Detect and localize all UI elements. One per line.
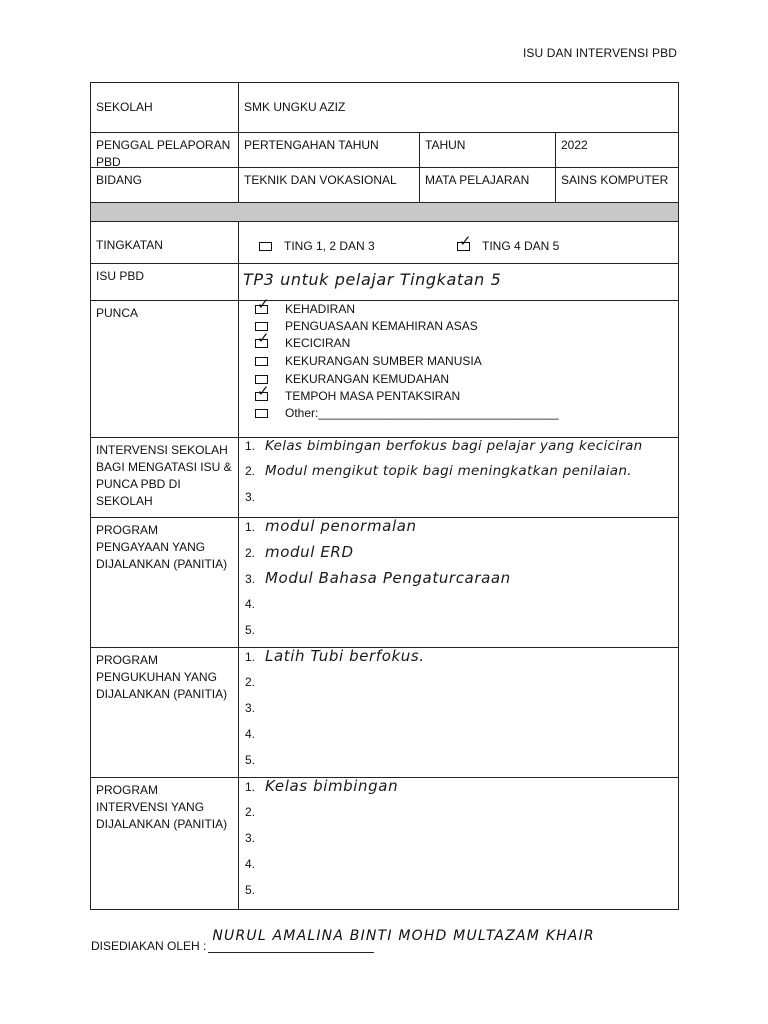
pbd-form-table [90,82,679,910]
list-item-number: 4. [245,857,256,871]
signature-field[interactable] [208,928,595,953]
punca-item-sumber-manusia[interactable] [255,353,482,370]
checkmark-icon: ✓ [459,232,472,250]
list-item-text: Modul mengikut topik bagi meningkatkan penilaian. [265,463,632,479]
list-item[interactable] [245,489,265,515]
mata-pelajaran-value[interactable]: SAINS KOMPUTER [555,168,678,202]
checkbox-checked-icon[interactable] [255,329,270,348]
list-item-number: 3. [245,701,256,715]
penggal-label: PENGGAL PELAPORAN PBD [96,138,231,169]
footer-prepared-by [91,928,595,953]
list-item-number: 1. [245,520,256,534]
pengayaan-entries [238,518,678,647]
list-item[interactable] [245,804,265,830]
list-item-number: 1. [245,439,256,453]
list-item-number: 2. [245,464,256,478]
punca-item-penguasaan[interactable] [255,318,478,335]
punca-item-tempoh-masa[interactable] [255,382,461,405]
tingkatan-label: TINGKATAN [96,238,163,252]
row-isu-pbd [91,264,678,301]
list-item-text: Kelas bimbingan berfokus bagi pelajar yang keciciran [265,438,643,454]
checkbox-icon[interactable] [259,242,272,251]
list-item[interactable] [245,570,511,596]
checkbox-checked-icon[interactable] [255,295,270,314]
list-item[interactable] [245,648,425,674]
list-item-number: 4. [245,597,256,611]
row-sekolah [91,83,678,133]
prepared-by-label: DISEDIAKAN OLEH : [91,939,207,953]
checkbox-checked-icon[interactable] [457,232,472,251]
list-item-number: 5. [245,753,256,767]
list-item-number: 3. [245,831,256,845]
list-item[interactable] [245,726,265,752]
checkmark-icon: ✓ [257,382,270,400]
list-item-text: modul penormalan [265,517,417,535]
list-item-number: 2. [245,546,256,560]
punca-item-label: TEMPOH MASA PENTAKSIRAN [285,389,461,403]
intervensi-sekolah-label: INTERVENSI SEKOLAH BAGI MENGATASI ISU & PUNCA PBD DI SEKOLAH [96,443,232,508]
list-item-number: 5. [245,883,256,897]
checkmark-icon: ✓ [257,295,270,313]
list-item[interactable] [245,674,265,700]
pengukuhan-entries [238,648,678,777]
list-item[interactable] [245,882,265,908]
tingkatan-options [238,222,678,263]
intervensi-sekolah-entries [238,438,678,517]
list-item[interactable] [245,438,643,464]
punca-label: PUNCA [96,306,139,320]
prepared-by-name: NURUL AMALINA BINTI MOHD MULTAZAM KHAIR [212,928,595,944]
list-item-number: 2. [245,675,256,689]
bidang-label: BIDANG [96,173,143,187]
list-item[interactable] [245,856,265,882]
checkbox-icon[interactable] [255,409,268,418]
punca-item-label: KEHADIRAN [285,302,356,316]
list-item-number: 5. [245,623,256,637]
tahun-label: TAHUN [419,133,555,167]
penggal-value[interactable]: PERTENGAHAN TAHUN [238,133,419,167]
row-tingkatan [91,222,678,264]
row-program-pengukuhan [91,648,678,778]
punca-item-other[interactable] [255,405,559,422]
list-item[interactable] [245,700,265,726]
isu-label: ISU PBD [96,269,145,283]
isu-value[interactable]: TP3 untuk pelajar Tingkatan 5 [243,270,502,289]
punca-item-label: PENGUASAAN KEMAHIRAN ASAS [285,319,478,333]
list-item[interactable] [245,518,417,544]
list-item[interactable] [245,596,265,622]
tingkatan-option-1[interactable] [259,238,375,255]
list-item-number: 1. [245,780,256,794]
punca-item-other-label: Other:____________________________________ [285,406,559,420]
list-item-text: Latih Tubi berfokus. [265,647,425,665]
sekolah-label: SEKOLAH [96,100,153,114]
tahun-value[interactable]: 2022 [555,133,678,167]
row-bidang [91,168,678,203]
list-item[interactable] [245,778,398,804]
sekolah-value[interactable]: SMK UNGKU AZIZ [238,83,678,132]
list-item-text: Kelas bimbingan [265,777,399,795]
checkbox-checked-icon[interactable] [255,382,270,401]
row-program-intervensi [91,778,678,909]
bidang-value[interactable]: TEKNIK DAN VOKASIONAL [238,168,419,202]
list-item-text: Modul Bahasa Pengaturcaraan [265,569,511,587]
isu-value-cell [238,264,678,300]
row-punca [91,295,678,438]
document-header-title: ISU DAN INTERVENSI PBD [522,46,677,60]
intervensi-panitia-label: PROGRAM INTERVENSI YANG DIJALANKAN (PANITIA) [96,783,228,831]
intervensi-panitia-entries [238,778,678,909]
pengukuhan-label: PROGRAM PENGUKUHAN YANG DIJALANKAN (PANITIA) [96,653,228,701]
punca-item-keciciran[interactable] [255,329,351,352]
list-item-number: 1. [245,650,256,664]
list-item-number: 2. [245,805,256,819]
checkmark-icon: ✓ [257,329,270,347]
tingkatan-option-2-label: TING 4 DAN 5 [482,239,560,253]
punca-item-label: KEKURANGAN SUMBER MANUSIA [285,354,482,368]
list-item-number: 4. [245,727,256,741]
list-item-text: modul ERD [265,543,354,561]
punca-item-kemudahan[interactable] [255,371,449,388]
tingkatan-option-2[interactable] [457,232,560,255]
punca-options [238,295,678,437]
mata-pelajaran-label: MATA PELAJARAN [419,168,555,202]
punca-item-kehadiran[interactable] [255,295,356,318]
row-program-pengayaan [91,518,678,648]
punca-item-label: KEKURANGAN KEMUDAHAN [285,372,450,386]
checkbox-icon[interactable] [255,357,268,366]
list-item[interactable] [245,752,265,778]
list-item[interactable] [245,463,632,489]
tingkatan-option-1-label: TING 1, 2 DAN 3 [284,239,375,253]
list-item[interactable] [245,544,354,570]
separator-band [91,203,678,222]
pengayaan-label: PROGRAM PENGAYAAN YANG DIJALANKAN (PANITIA) [96,523,228,571]
row-penggal [91,133,678,168]
list-item-number: 3. [245,572,256,586]
punca-item-label: KECICIRAN [285,336,351,350]
list-item[interactable] [245,622,265,648]
row-intervensi-sekolah [91,438,678,518]
list-item-number: 3. [245,490,256,504]
list-item[interactable] [245,830,265,856]
